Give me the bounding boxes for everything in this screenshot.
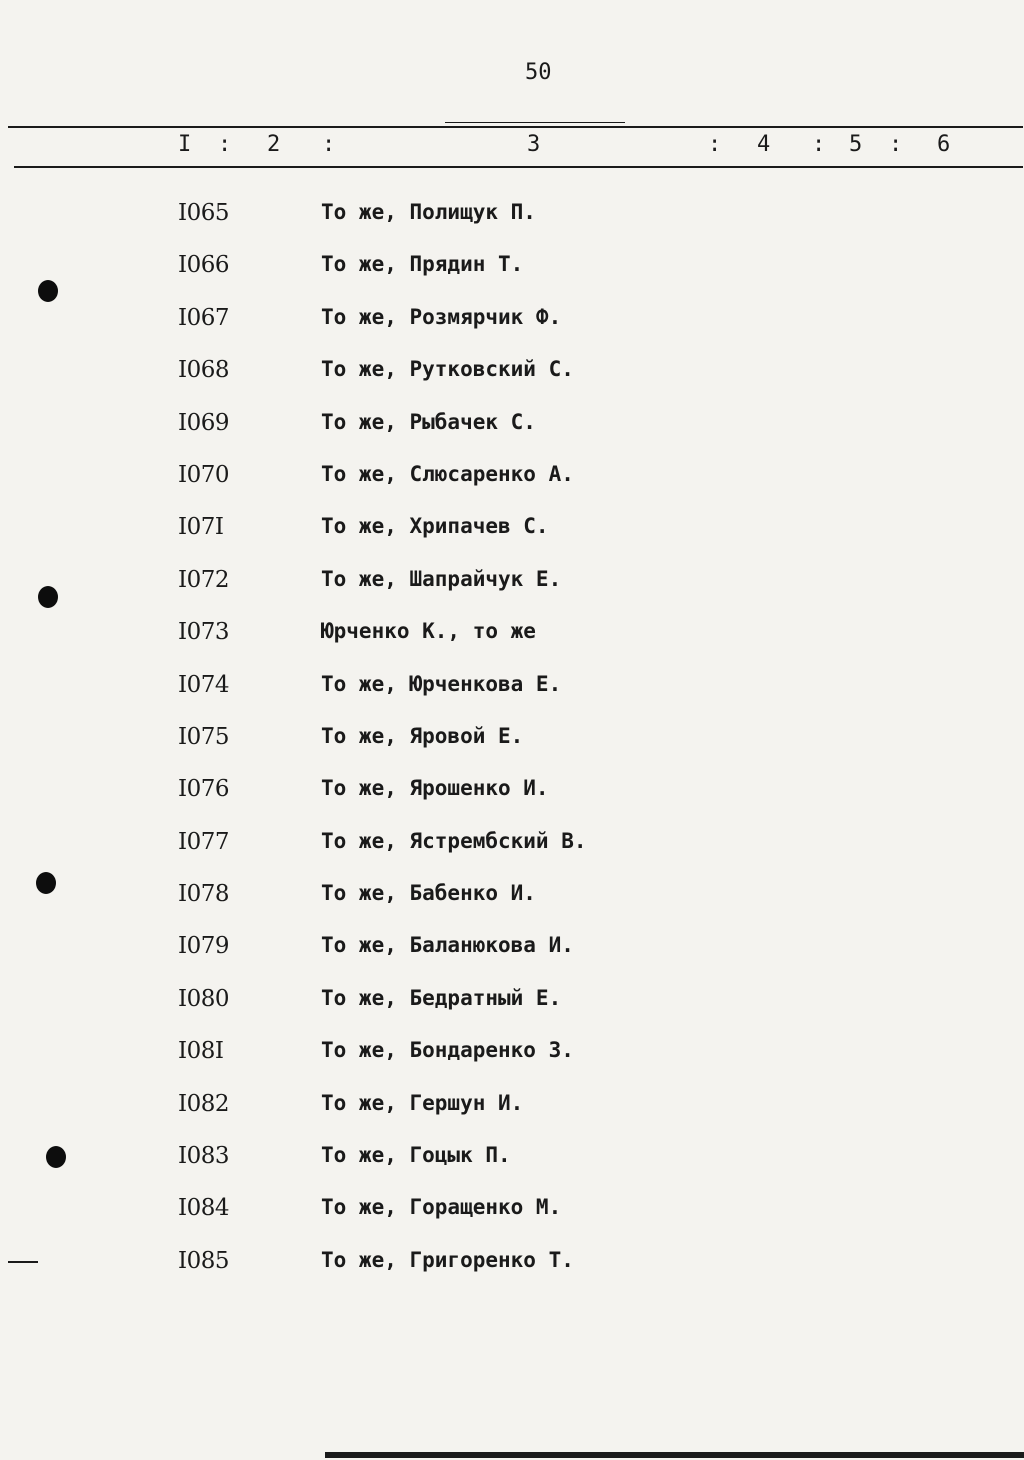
margin-mark (8, 1261, 38, 1263)
list-item (178, 619, 738, 671)
entry-number: I079 (178, 933, 229, 960)
entry-text: То же, Шапрайчук Е. (321, 566, 562, 591)
entry-number: I065 (178, 200, 229, 226)
list-item (178, 1143, 738, 1195)
entry-text: То же, Ястрембский В. (321, 828, 587, 853)
entry-number: I075 (178, 723, 229, 750)
punch-hole (38, 586, 58, 608)
entry-text: То же, Юрченкова Е. (321, 671, 562, 696)
page-bottom-edge (325, 1452, 1024, 1458)
column-separator: : (218, 132, 232, 157)
column-header-6: 6 (937, 132, 951, 157)
entry-number: I085 (178, 1247, 229, 1274)
entry-text: То же, Рутковский С. (321, 357, 574, 382)
entry-number: I067 (178, 304, 229, 331)
entry-text: То же, Бедратный Е. (321, 985, 562, 1010)
list-item (178, 410, 738, 462)
entry-text: То же, Гоцык П. (321, 1143, 511, 1168)
entry-text: То же, Бабенко И. (321, 881, 536, 906)
list-item (178, 1038, 738, 1090)
entry-text: Юрченко К., то же (321, 619, 536, 644)
entry-text: То же, Слюсаренко А. (321, 461, 574, 486)
list-item (178, 305, 738, 357)
list-item (178, 567, 738, 619)
entry-number: I080 (178, 985, 229, 1012)
entry-number: I069 (178, 409, 229, 436)
list-item (178, 881, 738, 933)
list-item (178, 1091, 738, 1143)
list-item (178, 200, 738, 252)
entry-number: I082 (178, 1090, 229, 1117)
entry-text: То же, Баланюкова И. (321, 933, 574, 958)
entry-text: То же, Ярошенко И. (321, 776, 549, 801)
entry-text: То же, Хрипачев С. (321, 514, 549, 539)
punch-hole (46, 1146, 66, 1168)
list-item (178, 933, 738, 985)
entry-number: I077 (178, 828, 229, 855)
page-number: 50 (525, 60, 552, 85)
punch-hole (38, 280, 58, 302)
entry-number: I073 (178, 619, 229, 646)
entry-text: То же, Гершун И. (321, 1090, 524, 1115)
column-separator: : (889, 132, 903, 157)
column-separator: : (322, 132, 336, 157)
entry-number: I066 (178, 252, 229, 279)
list-item (178, 514, 738, 566)
entry-number: I083 (178, 1143, 229, 1170)
list-item (178, 252, 738, 304)
entry-text: То же, Григоренко Т. (321, 1247, 574, 1272)
entry-text: То же, Полищук П. (321, 200, 536, 224)
entry-number: I068 (178, 357, 229, 384)
header-top-rule (8, 126, 1023, 128)
entry-number: I078 (178, 881, 229, 908)
column-header-1: I (178, 132, 192, 157)
entry-list (178, 200, 738, 1300)
entry-text: То же, Розмярчик Ф. (321, 304, 562, 329)
column-separator: : (708, 132, 722, 157)
list-item (178, 986, 738, 1038)
list-item (178, 829, 738, 881)
entry-number: I076 (178, 776, 229, 803)
column-header-2: 2 (267, 132, 281, 157)
entry-text: То же, Рыбачек С. (321, 409, 536, 434)
header-top-accent-rule (445, 122, 625, 123)
list-item (178, 1248, 738, 1300)
column-separator: : (812, 132, 826, 157)
entry-text: То же, Прядин Т. (321, 252, 524, 277)
list-item (178, 776, 738, 828)
entry-text: То же, Яровой Е. (321, 723, 524, 748)
list-item (178, 462, 738, 514)
list-item (178, 357, 738, 409)
header-bottom-rule (14, 166, 1023, 168)
entry-number: I08I (178, 1038, 224, 1065)
entry-text: То же, Горащенко М. (321, 1195, 562, 1220)
entry-number: I074 (178, 671, 229, 698)
list-item (178, 672, 738, 724)
entry-number: I07I (178, 514, 224, 541)
list-item (178, 724, 738, 776)
list-item (178, 1195, 738, 1247)
entry-text: То же, Бондаренко З. (321, 1038, 574, 1063)
entry-number: I070 (178, 461, 229, 488)
column-header-3: 3 (527, 132, 541, 157)
column-header-5: 5 (849, 132, 863, 157)
entry-number: I072 (178, 566, 229, 593)
column-header-4: 4 (757, 132, 771, 157)
entry-number: I084 (178, 1195, 229, 1222)
punch-hole (36, 872, 56, 894)
